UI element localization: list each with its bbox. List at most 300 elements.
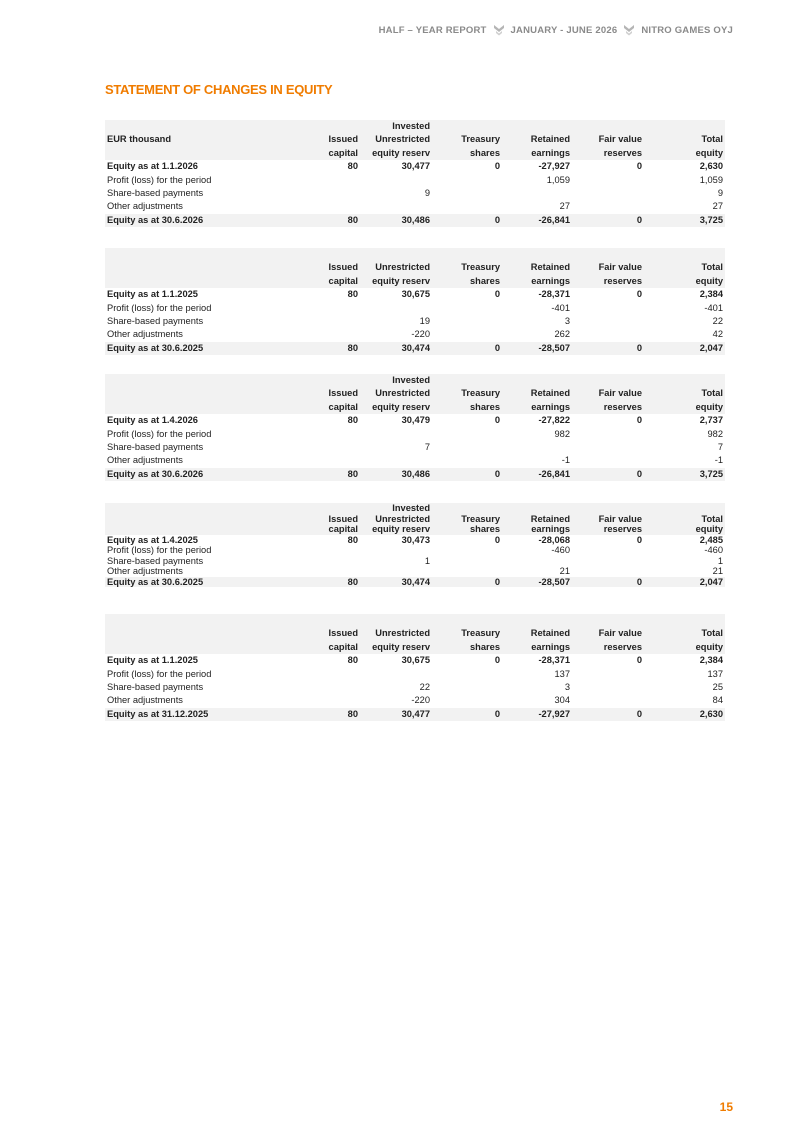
- column-header: [502, 120, 572, 133]
- cell-value: 0: [572, 342, 644, 355]
- cell-value: 80: [347, 415, 358, 426]
- cell-value: [432, 200, 502, 213]
- row-label: Other adjustments: [107, 455, 183, 466]
- cell-value: -28,068: [538, 534, 570, 545]
- cell-value: [432, 315, 502, 328]
- table-header-row: [105, 641, 725, 654]
- cell-value: 0: [494, 534, 500, 545]
- table-header-row: [105, 147, 725, 160]
- cell-value: 3: [564, 682, 570, 693]
- column-header: Issued: [293, 261, 360, 274]
- cell-value: [360, 668, 432, 681]
- header-label: [105, 641, 293, 654]
- column-header: [293, 374, 360, 387]
- table-row: [105, 566, 725, 577]
- cell-value: 0: [494, 415, 500, 426]
- cell-value: -1: [561, 455, 570, 466]
- column-header: Treasury: [432, 627, 502, 640]
- cell-value: [572, 200, 644, 213]
- column-header: [502, 614, 572, 627]
- column-header: reserves: [572, 275, 644, 288]
- column-header: Total: [644, 133, 725, 146]
- cell-value: [360, 200, 432, 213]
- cell-value: 0: [494, 161, 500, 172]
- column-header: capital: [293, 275, 360, 288]
- column-header: [644, 374, 725, 387]
- cell-value: -27,927: [538, 161, 570, 172]
- column-header: Issued: [293, 133, 360, 146]
- row-label: Share-based payments: [107, 442, 204, 453]
- cell-value: 982: [707, 428, 723, 439]
- cell-value: 0: [432, 468, 502, 481]
- table-row: [105, 174, 725, 187]
- column-header: capital: [293, 641, 360, 654]
- table-header-row: [105, 248, 725, 261]
- cell-value: [432, 441, 502, 454]
- cell-value: 22: [712, 316, 723, 327]
- cell-value: 0: [432, 577, 502, 588]
- column-header: [432, 614, 502, 627]
- cell-value: [360, 566, 432, 577]
- column-header: capital: [293, 401, 360, 414]
- cell-value: [572, 556, 644, 567]
- cell-value: 80: [293, 468, 360, 481]
- cell-value: [360, 454, 432, 467]
- cell-value: 0: [494, 655, 500, 666]
- cell-value: 27: [559, 201, 570, 212]
- cell-value: [293, 200, 360, 213]
- header-label: [105, 503, 293, 514]
- cell-value: 0: [432, 342, 502, 355]
- column-header: reserves: [572, 401, 644, 414]
- company-name: NITRO GAMES OYJ: [641, 24, 733, 36]
- column-header: Treasury: [432, 261, 502, 274]
- cell-value: -460: [551, 545, 570, 555]
- cell-value: 42: [712, 329, 723, 340]
- header-label: [105, 387, 293, 400]
- table-header-row: [105, 503, 725, 514]
- row-label: Other adjustments: [107, 695, 183, 706]
- column-header: earnings: [502, 524, 572, 535]
- cell-value: [293, 315, 360, 328]
- column-header: [293, 248, 360, 261]
- cell-value: 80: [347, 161, 358, 172]
- cell-value: 1: [424, 555, 430, 566]
- column-header: [644, 614, 725, 627]
- row-label: Share-based payments: [107, 316, 204, 327]
- cell-value: 0: [572, 577, 644, 588]
- cell-value: 7: [424, 442, 430, 453]
- row-label: Equity as at 30.6.2026: [105, 214, 293, 227]
- cell-value: 2,630: [699, 161, 723, 172]
- equity-table: [105, 248, 725, 355]
- row-label: Profit (loss) for the period: [107, 668, 212, 679]
- cell-value: 30,479: [401, 415, 430, 426]
- cell-value: 0: [572, 708, 644, 721]
- column-header: [644, 120, 725, 133]
- cell-value: [293, 441, 360, 454]
- header-label: [105, 401, 293, 414]
- cell-value: [293, 428, 360, 441]
- column-header: reserves: [572, 524, 644, 535]
- column-header: Unrestricted: [360, 261, 432, 274]
- column-header: shares: [432, 524, 502, 535]
- column-header: Treasury: [432, 387, 502, 400]
- table-header-row: [105, 133, 725, 146]
- header-label: [105, 627, 293, 640]
- cell-value: -220: [411, 695, 430, 706]
- row-label: Equity as at 1.1.2026: [107, 161, 198, 172]
- cell-value: [293, 681, 360, 694]
- table-row: [105, 315, 725, 328]
- row-label: Profit (loss) for the period: [107, 174, 212, 185]
- column-header: equity reserv: [360, 147, 432, 160]
- table-header-row: [105, 614, 725, 627]
- row-label: Other adjustments: [107, 201, 183, 212]
- cell-value: [572, 668, 644, 681]
- cell-value: 1,059: [699, 174, 723, 185]
- column-header: Unrestricted: [360, 514, 432, 525]
- cell-value: [502, 441, 572, 454]
- cell-value: [432, 694, 502, 707]
- column-header: Unrestricted: [360, 133, 432, 146]
- cell-value: [293, 668, 360, 681]
- cell-value: 1: [717, 555, 723, 566]
- cell-value: 982: [554, 428, 570, 439]
- cell-value: 0: [432, 708, 502, 721]
- header-label: EUR thousand: [105, 133, 293, 146]
- cell-value: 30,486: [360, 468, 432, 481]
- column-header: [360, 248, 432, 261]
- column-header: equity: [644, 275, 725, 288]
- table-header-row: [105, 524, 725, 535]
- cell-value: [293, 556, 360, 567]
- cell-value: [432, 428, 502, 441]
- equity-table: [105, 120, 725, 227]
- cell-value: 262: [554, 329, 570, 340]
- cell-value: [572, 694, 644, 707]
- column-header: Issued: [293, 387, 360, 400]
- table-row: [105, 441, 725, 454]
- table-row: [105, 668, 725, 681]
- cell-value: [293, 694, 360, 707]
- column-header: equity reserv: [360, 401, 432, 414]
- cell-value: 2,485: [699, 534, 723, 545]
- cell-value: 9: [717, 188, 723, 199]
- cell-value: [572, 315, 644, 328]
- cell-value: [572, 187, 644, 200]
- column-header: equity: [644, 147, 725, 160]
- table-header-row: [105, 275, 725, 288]
- cell-value: 2,630: [644, 708, 725, 721]
- column-header: equity: [644, 524, 725, 535]
- cell-value: -27,927: [502, 708, 572, 721]
- column-header: Total: [644, 261, 725, 274]
- report-type: HALF – YEAR REPORT: [378, 24, 487, 36]
- cell-value: 0: [636, 415, 642, 426]
- row-label: Other adjustments: [107, 566, 183, 576]
- column-header: earnings: [502, 641, 572, 654]
- column-header: shares: [432, 401, 502, 414]
- column-header: capital: [293, 147, 360, 160]
- cell-value: -26,841: [502, 468, 572, 481]
- column-header: Invested: [360, 374, 432, 387]
- cell-value: [432, 566, 502, 577]
- column-header: equity: [644, 641, 725, 654]
- column-header: Total: [644, 627, 725, 640]
- header-label: [105, 614, 293, 627]
- row-label: Share-based payments: [107, 188, 204, 199]
- table-header-row: [105, 261, 725, 274]
- column-header: shares: [432, 147, 502, 160]
- cell-value: [293, 328, 360, 341]
- column-header: [293, 120, 360, 133]
- cell-value: 30,477: [360, 708, 432, 721]
- column-header: Fair value: [572, 387, 644, 400]
- column-header: [360, 614, 432, 627]
- column-header: earnings: [502, 275, 572, 288]
- cell-value: -26,841: [502, 214, 572, 227]
- table-row: [105, 454, 725, 467]
- column-header: Invested: [360, 120, 432, 133]
- column-header: [644, 248, 725, 261]
- column-header: [502, 248, 572, 261]
- cell-value: 19: [419, 316, 430, 327]
- row-label: Profit (loss) for the period: [107, 302, 212, 313]
- column-header: Retained: [502, 387, 572, 400]
- table-total-row: [105, 468, 725, 481]
- column-header: Unrestricted: [360, 387, 432, 400]
- cell-value: 27: [712, 201, 723, 212]
- cell-value: 80: [347, 289, 358, 300]
- column-header: Issued: [293, 514, 360, 525]
- cell-value: -460: [704, 545, 723, 555]
- table-total-row: [105, 708, 725, 721]
- cell-value: 3,725: [644, 468, 725, 481]
- cell-value: 84: [712, 695, 723, 706]
- column-header: [432, 374, 502, 387]
- column-header: [502, 503, 572, 514]
- row-label: Equity as at 1.4.2026: [107, 415, 198, 426]
- equity-table: [105, 503, 725, 587]
- cell-value: 3,725: [644, 214, 725, 227]
- table-row: [105, 694, 725, 707]
- equity-table: [105, 614, 725, 721]
- cell-value: [432, 328, 502, 341]
- column-header: shares: [432, 275, 502, 288]
- row-label: Other adjustments: [107, 329, 183, 340]
- table-row: [105, 187, 725, 200]
- column-header: [572, 374, 644, 387]
- page-title: STATEMENT OF CHANGES IN EQUITY: [105, 82, 333, 97]
- cell-value: 80: [293, 577, 360, 588]
- cell-value: 30,675: [401, 289, 430, 300]
- table-row: [105, 302, 725, 315]
- table-row: [105, 556, 725, 567]
- cell-value: [432, 545, 502, 556]
- table-header-row: [105, 120, 725, 133]
- column-header: Retained: [502, 627, 572, 640]
- cell-value: 80: [293, 708, 360, 721]
- cell-value: [360, 174, 432, 187]
- column-header: Total: [644, 514, 725, 525]
- cell-value: 9: [424, 188, 430, 199]
- row-label: Profit (loss) for the period: [107, 428, 212, 439]
- column-header: reserves: [572, 147, 644, 160]
- cell-value: [572, 174, 644, 187]
- table-total-row: [105, 214, 725, 227]
- cell-value: -401: [551, 302, 570, 313]
- cell-value: [572, 545, 644, 556]
- column-header: [572, 614, 644, 627]
- cell-value: 80: [293, 342, 360, 355]
- cell-value: [572, 566, 644, 577]
- cell-value: 30,486: [360, 214, 432, 227]
- chevron-logo-icon: [623, 24, 635, 36]
- column-header: Treasury: [432, 133, 502, 146]
- column-header: Fair value: [572, 514, 644, 525]
- column-header: Unrestricted: [360, 627, 432, 640]
- cell-value: -401: [704, 302, 723, 313]
- cell-value: 0: [636, 289, 642, 300]
- cell-value: [293, 302, 360, 315]
- chevron-logo-icon: [493, 24, 505, 36]
- cell-value: 80: [347, 655, 358, 666]
- header-label: [105, 261, 293, 274]
- cell-value: [293, 545, 360, 556]
- cell-value: -28,507: [502, 577, 572, 588]
- table-row: [105, 328, 725, 341]
- column-header: Retained: [502, 133, 572, 146]
- column-header: equity: [644, 401, 725, 414]
- cell-value: [360, 302, 432, 315]
- column-header: Total: [644, 387, 725, 400]
- cell-value: 80: [293, 214, 360, 227]
- header-label: [105, 524, 293, 535]
- cell-value: -27,822: [538, 415, 570, 426]
- cell-value: -220: [411, 329, 430, 340]
- cell-value: 0: [432, 214, 502, 227]
- row-label: Equity as at 31.12.2025: [105, 708, 293, 721]
- column-header: [293, 614, 360, 627]
- cell-value: 7: [717, 442, 723, 453]
- table-header-row: [105, 401, 725, 414]
- cell-value: 22: [419, 682, 430, 693]
- table-row: [105, 288, 725, 301]
- cell-value: [432, 668, 502, 681]
- column-header: earnings: [502, 401, 572, 414]
- table-row: [105, 200, 725, 213]
- row-label: Share-based payments: [107, 682, 204, 693]
- cell-value: [432, 681, 502, 694]
- cell-value: [572, 681, 644, 694]
- header-label: [105, 374, 293, 387]
- report-period: JANUARY - JUNE 2026: [510, 24, 618, 36]
- row-label: Equity as at 30.6.2026: [105, 468, 293, 481]
- table-total-row: [105, 342, 725, 355]
- cell-value: -1: [714, 455, 723, 466]
- column-header: capital: [293, 524, 360, 535]
- cell-value: [360, 545, 432, 556]
- cell-value: -28,507: [502, 342, 572, 355]
- table-row: [105, 535, 725, 546]
- header-label: [105, 248, 293, 261]
- cell-value: [572, 328, 644, 341]
- cell-value: [572, 454, 644, 467]
- column-header: Invested: [360, 503, 432, 514]
- equity-table: [105, 374, 725, 481]
- table-row: [105, 428, 725, 441]
- column-header: earnings: [502, 147, 572, 160]
- cell-value: [502, 187, 572, 200]
- cell-value: [360, 428, 432, 441]
- column-header: equity reserv: [360, 641, 432, 654]
- cell-value: 1,059: [546, 174, 570, 185]
- cell-value: 0: [636, 161, 642, 172]
- header-label: [105, 147, 293, 160]
- row-label: Equity as at 30.6.2025: [105, 577, 293, 588]
- cell-value: 30,675: [401, 655, 430, 666]
- cell-value: 80: [347, 534, 358, 545]
- cell-value: 0: [636, 534, 642, 545]
- column-header: [644, 503, 725, 514]
- table-header-row: [105, 374, 725, 387]
- table-row: [105, 160, 725, 173]
- row-label: Profit (loss) for the period: [107, 545, 212, 555]
- row-label: Equity as at 1.4.2025: [107, 534, 198, 545]
- table-header-row: [105, 514, 725, 525]
- cell-value: 0: [636, 655, 642, 666]
- cell-value: [572, 302, 644, 315]
- column-header: Issued: [293, 627, 360, 640]
- cell-value: [432, 174, 502, 187]
- header-label: [105, 514, 293, 525]
- header-label: [105, 275, 293, 288]
- cell-value: 30,474: [360, 577, 432, 588]
- row-label: Equity as at 30.6.2025: [105, 342, 293, 355]
- cell-value: [432, 302, 502, 315]
- row-label: Equity as at 1.1.2025: [107, 655, 198, 666]
- column-header: Retained: [502, 261, 572, 274]
- page-header: [379, 24, 733, 36]
- cell-value: 137: [707, 668, 723, 679]
- column-header: equity reserv: [360, 524, 432, 535]
- cell-value: 21: [559, 566, 570, 576]
- column-header: Fair value: [572, 627, 644, 640]
- cell-value: 2,737: [699, 415, 723, 426]
- cell-value: [293, 187, 360, 200]
- table-row: [105, 414, 725, 427]
- column-header: [293, 503, 360, 514]
- cell-value: 3: [564, 316, 570, 327]
- column-header: [572, 120, 644, 133]
- table-row: [105, 681, 725, 694]
- cell-value: -28,371: [538, 655, 570, 666]
- column-header: [432, 248, 502, 261]
- cell-value: 2,047: [644, 577, 725, 588]
- cell-value: [572, 428, 644, 441]
- column-header: [432, 120, 502, 133]
- page-number: 15: [719, 1100, 733, 1114]
- cell-value: -28,371: [538, 289, 570, 300]
- cell-value: [432, 187, 502, 200]
- cell-value: 2,384: [699, 655, 723, 666]
- cell-value: [432, 556, 502, 567]
- cell-value: 304: [554, 695, 570, 706]
- column-header: [502, 374, 572, 387]
- column-header: Retained: [502, 514, 572, 525]
- cell-value: 137: [554, 668, 570, 679]
